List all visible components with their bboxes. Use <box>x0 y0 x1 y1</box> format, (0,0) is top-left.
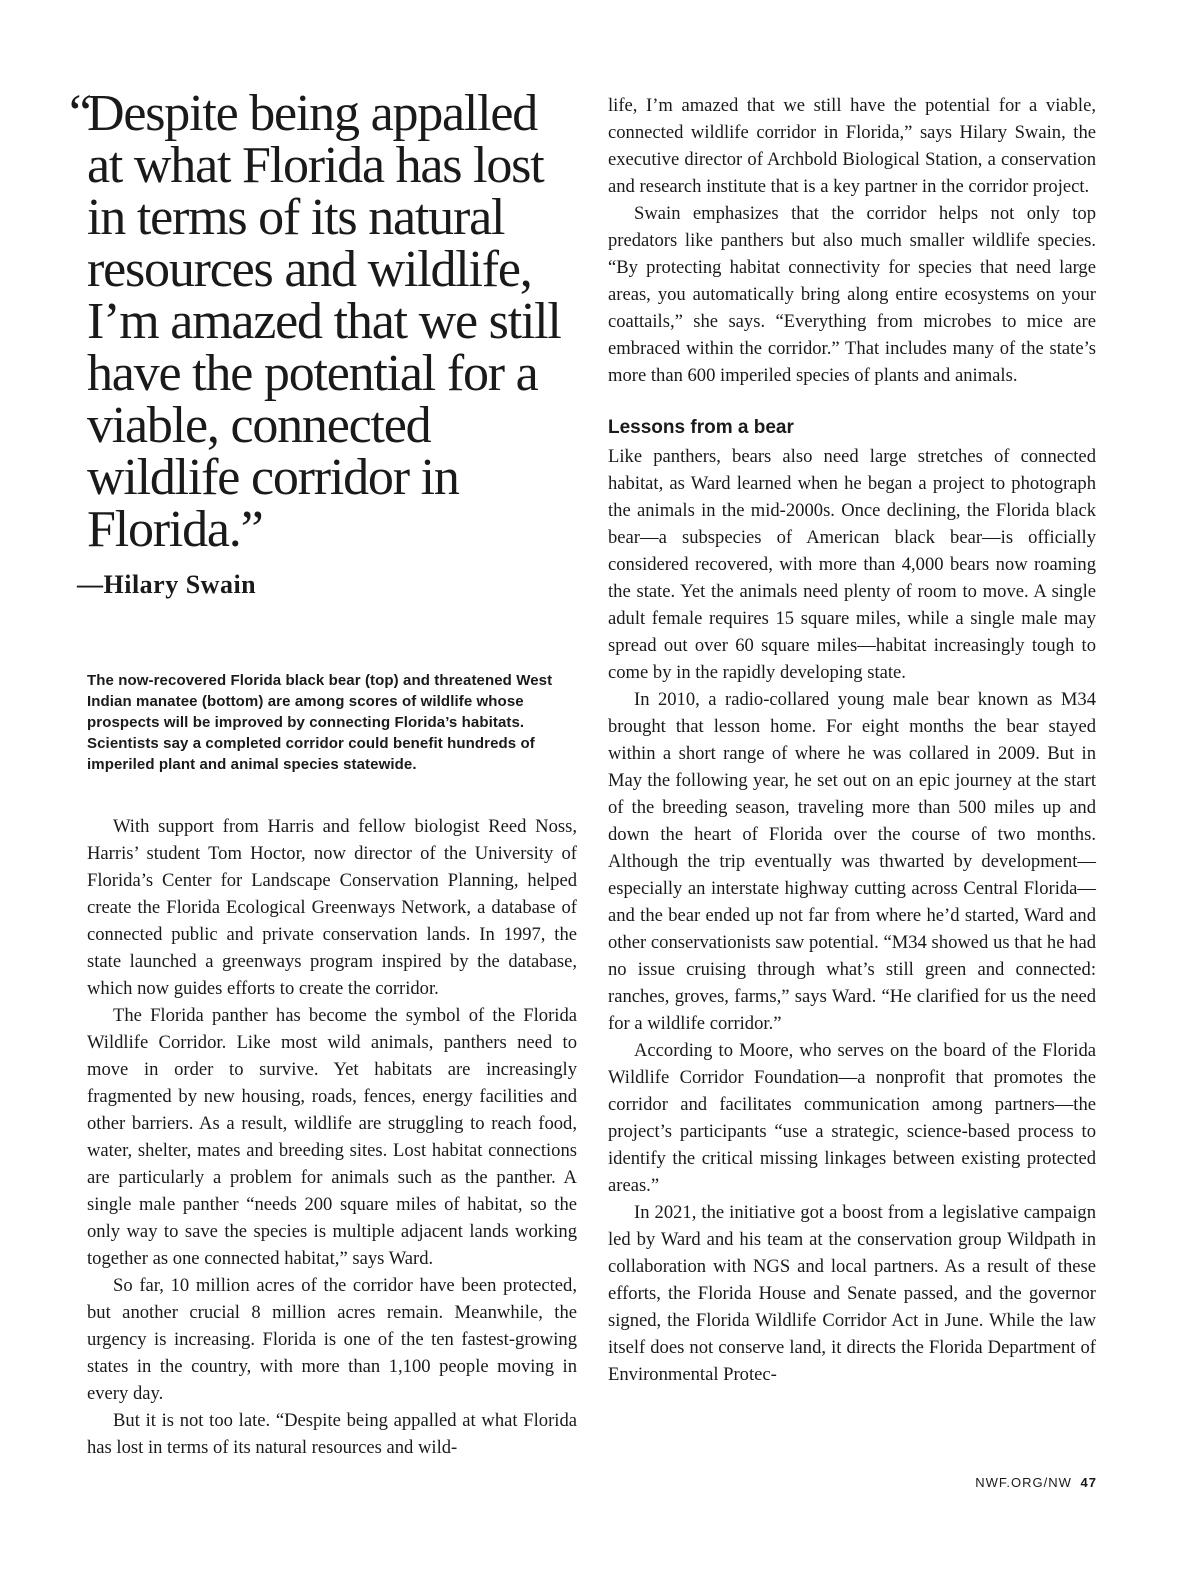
pull-quote-attribution: —Hilary Swain <box>77 570 257 599</box>
body-paragraph: According to Moore, who serves on the board of the Florida Wildlife Corridor Foundation—a nonprofit that promotes the corridor and facilitates communication among partners—the project’s participants “use a strategic, science-based process to identify the critical missing linkages between existing protected areas.” <box>608 1040 1096 1196</box>
body-paragraph: The Florida panther has become the symbol of the Florida Wildlife Corridor. Like most wild animals, panthers need to move in order to survive. Yet habitats are increasingly fragmented by new housing, roads, fences, energy facilities and other barriers. As a result, wildlife are struggling to reach food, water, shelter, mates and breeding sites. Lost habitat connections are particularly a problem for animals such as the panther. A single male panther “needs 200 square miles of habitat, so the only way to save the species is multiple adjacent lands working together as one connected habitat,” says Ward. <box>87 1005 577 1269</box>
body-paragraph: So far, 10 million acres of the corridor have been protected, but another crucial 8 million acres remain. Meanwhile, the urgency is increasing. Florida is one of the ten fastest-growing states in the country, with more than 1,100 people moving in every day. <box>87 1275 577 1404</box>
body-paragraph: Like panthers, bears also need large stretches of connected habitat, as Ward learned when he began a project to photograph the animals in the mid-2000s. Once declining, the Florida black bear—a subspecies of American black bear—is officially considered recovered, with more than 4,000 bears now roaming the state. Yet the animals need plenty of room to move. A single adult female requires 15 square miles, while a single male may spread out over 60 square miles—habitat increasingly tough to come by in the rapidly developing state. <box>608 446 1096 683</box>
body-paragraph: But it is not too late. “Despite being appalled at what Florida has lost in terms of its natural resources and wild- <box>87 1410 577 1458</box>
body-paragraph: life, I’m amazed that we still have the potential for a viable, connected wildlife corridor in Florida,” says Hilary Swain, the executive director of Archbold Biological Station, a conservation and research institute that is a key partner in the corridor project. <box>608 95 1096 197</box>
body-paragraph: With support from Harris and fellow biologist Reed Noss, Harris’ student Tom Hoctor, now director of the University of Florida’s Center for Landscape Conservation Planning, helped create the Florida Ecological Greenways Network, a database of connected public and private conservation lands. In 1997, the state launched a greenways program inspired by the database, which now guides efforts to create the corridor. <box>87 816 577 999</box>
section-heading: Lessons from a bear <box>608 417 794 438</box>
body-paragraph: In 2021, the initiative got a boost from a legislative campaign led by Ward and his team at the conservation group Wildpath in collaboration with NGS and local partners. As a result of these efforts, the Florida House and Senate passed, and the governor signed, the Florida Wildlife Corridor Act in June. While the law itself does not conserve land, it directs the Florida Department of Environmental Protec- <box>608 1202 1096 1385</box>
pull-quote <box>69 85 577 558</box>
right-body-text <box>608 92 1096 389</box>
photo-caption: The now-recovered Florida black bear (top) and threatened West Indian manatee (bottom) are among scores of wildlife whose prospects will be improved by connecting Florida’s habitats. Scientists say a completed corridor could benefit hundreds of imperiled plant and animal species statewide. <box>87 672 553 773</box>
footer-site: NWF.ORG/NW <box>975 1475 1072 1490</box>
left-column <box>69 85 577 1461</box>
left-body-text <box>87 813 577 1461</box>
pull-quote-text: Despite being appalled at what Florida has lost in terms of its natural resources and wildlife, I’m amazed that we still have the potential for a viable, connected wildlife corridor in Florida.” <box>87 85 561 558</box>
section-body-text <box>608 443 1096 1388</box>
body-paragraph: Swain emphasizes that the corridor helps not only top predators like panthers but also much smaller wildlife species. “By protecting habitat connectivity for species that need large areas, you automatically bring along entire ecosystems on your coattails,” she says. “Everything from microbes to mice are embraced within the corridor.” That includes many of the state’s more than 600 imperiled species of plants and animals. <box>608 203 1096 386</box>
body-paragraph: In 2010, a radio-collared young male bear known as M34 brought that lesson home. For eight months the bear stayed within a short range of where he was collared in 2009. But in May the following year, he set out on an epic journey at the start of the breeding season, traveling more than 500 miles up and down the heart of Florida over the course of two months. Although the trip eventually was thwarted by development—especially an interstate highway cutting across Central Florida—and the bear ended up not far from where he’d started, Ward and other conservationists saw potential. “M34 showed us that he had no issue cruising through what’s still green and connected: ranches, groves, farms,” says Ward. “He clarified for us the need for a wildlife corridor.” <box>608 689 1096 1034</box>
right-column <box>608 92 1096 1388</box>
page-footer <box>975 1475 1097 1490</box>
pull-quote-open-mark: “ <box>69 85 91 142</box>
page-number: 47 <box>1080 1475 1097 1490</box>
